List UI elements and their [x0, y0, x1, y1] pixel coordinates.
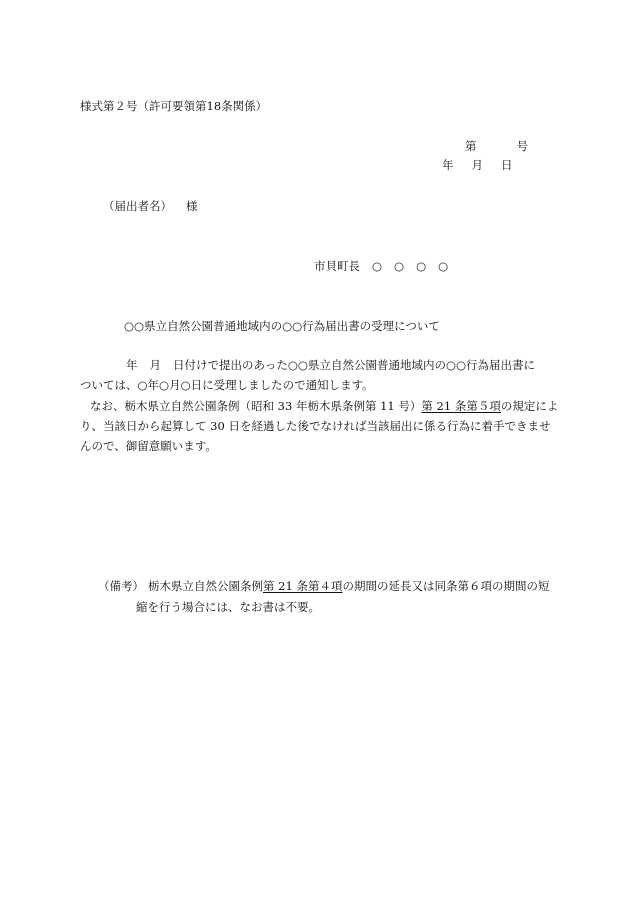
body-line-1 [126, 357, 535, 373]
body-year: 年 [126, 358, 138, 372]
body-line-4: り、当該日から起算して 30 日を経過した後でなければ当該届出に係る行為に着手できませ [80, 419, 551, 433]
remarks-line-1-a: 栃木県立自然公園条例 [148, 579, 263, 593]
article-reference-link: 第 21 条第５項 [421, 399, 501, 413]
remarks-line-1 [148, 578, 549, 594]
sender-mark: ○ [416, 259, 427, 273]
document-number-line [465, 138, 528, 154]
article-reference-link: 第 21 条第４項 [263, 579, 343, 593]
number-prefix: 第 [465, 139, 477, 153]
addressee-name: （届出者名） [103, 199, 172, 213]
form-id-heading: 様式第２号（許可要領第18条関係） [80, 99, 268, 113]
body-line-5: んので、御留意願います。 [80, 439, 217, 453]
date-year: 年 [442, 158, 454, 172]
body-line-3-b: の規定によ [500, 399, 559, 413]
remarks-line-2: 縮を行う場合には、なお書は不要。 [136, 600, 320, 614]
sender-mark: ○ [394, 259, 405, 273]
sender [314, 258, 460, 274]
addressee [103, 198, 198, 214]
date-day: 日 [501, 158, 513, 172]
sender-title: 市貝町長 [314, 259, 360, 273]
remarks-label: （備考） [98, 579, 144, 593]
subject-title: ○○県立自然公園普通地域内の○○行為届出書の受理について [124, 319, 440, 333]
number-suffix: 号 [516, 139, 528, 153]
body-line-2: ついては、○年○月○日に受理しましたので通知します。 [80, 378, 374, 392]
remarks-line-1-b: の期間の延長又は同条第６項の期間の短 [342, 579, 550, 593]
body-line-3-a: なお、栃木県立自然公園条例（昭和 33 年栃木県条例第 11 号） [90, 399, 422, 413]
body-line-1-text: 日付けで提出のあった○○県立自然公園普通地域内の○○行為届出書に [173, 358, 536, 372]
sender-mark: ○ [438, 259, 449, 273]
body-month: 月 [149, 358, 161, 372]
sender-mark: ○ [372, 259, 383, 273]
addressee-honorific: 様 [186, 199, 198, 213]
document-date-line [442, 157, 513, 173]
body-line-3 [90, 398, 558, 414]
date-month: 月 [471, 158, 483, 172]
